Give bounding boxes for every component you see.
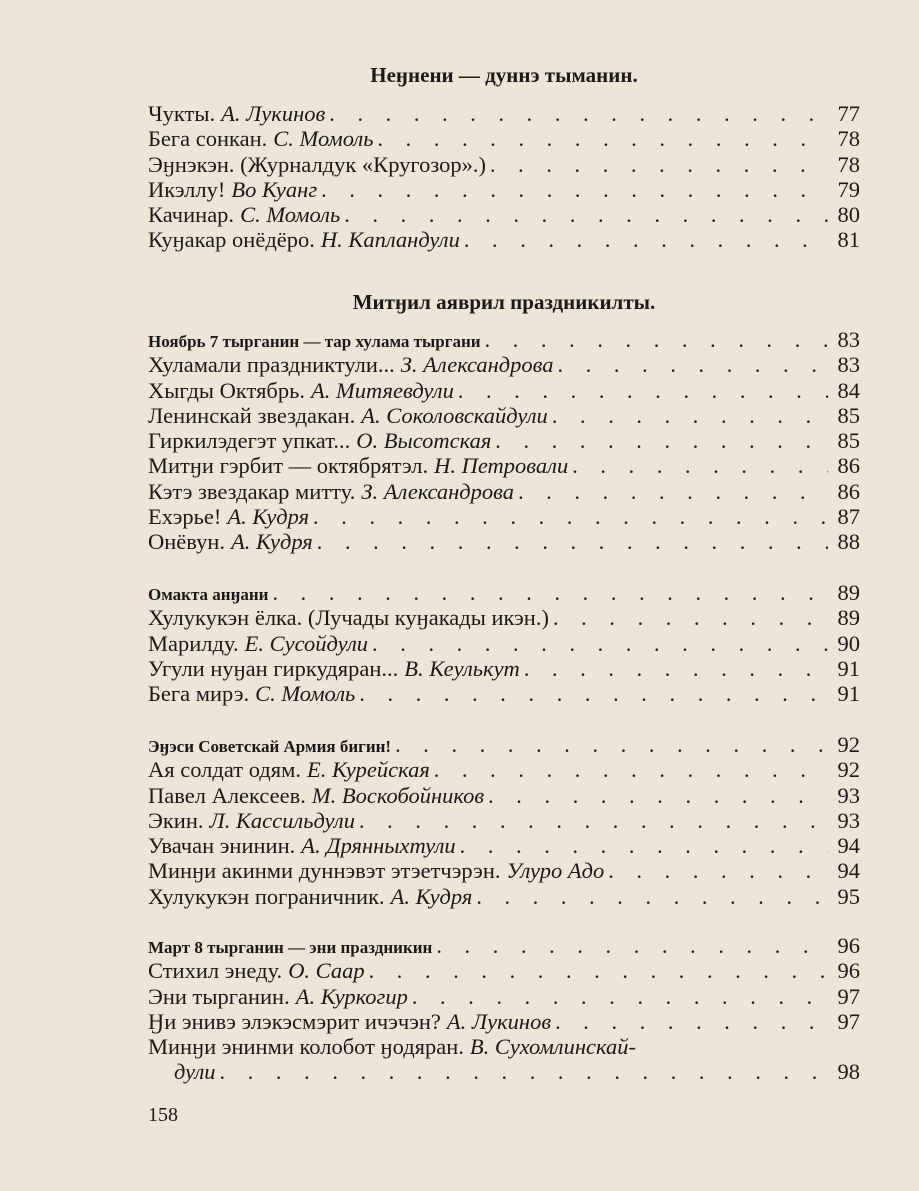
dot-leader — [485, 327, 828, 352]
toc-entry — [148, 631, 860, 656]
toc-entry — [148, 227, 860, 252]
toc-entry — [148, 757, 860, 782]
dot-leader — [552, 403, 828, 428]
entry-author: Н. Петровали — [434, 453, 569, 479]
entry-page: 86 — [837, 478, 860, 504]
page-number: 158 — [148, 1104, 178, 1126]
entry-page: 85 — [837, 428, 860, 454]
dot-leader — [458, 378, 828, 403]
section-heading: Митӈил аяврил праздникилты. — [352, 290, 656, 314]
dot-leader — [434, 757, 828, 782]
entry-title: Увачан энинин. — [148, 833, 296, 859]
toc-group — [148, 933, 860, 1085]
entry-author: А. Лукинов — [221, 101, 326, 126]
toc-entry — [148, 352, 860, 377]
entry-author: О. Саар — [288, 958, 365, 984]
entry-author: А. Кудря — [390, 883, 473, 909]
dot-leader — [313, 504, 828, 529]
entry-page: 98 — [837, 1059, 860, 1085]
entry-title: Ехэрье! — [148, 504, 222, 530]
entry-page: 91 — [837, 681, 860, 707]
entry-title: Эни тырганин. — [148, 983, 290, 1009]
entry-page: 80 — [837, 202, 860, 228]
entry-page: 85 — [837, 402, 860, 428]
entry-page: 96 — [837, 933, 860, 958]
toc-subsection-entry — [148, 580, 860, 605]
entry-title: Ноябрь 7 тырганин — тар хулама тыргани — [148, 332, 481, 351]
entry-author: В. Сухомлинскай- — [469, 1034, 636, 1060]
toc-group — [148, 580, 860, 706]
toc-group — [148, 101, 860, 253]
entry-author: Л. Кассильдули — [209, 807, 355, 833]
entry-author: А. Кудря — [231, 529, 313, 555]
dot-leader — [476, 884, 828, 909]
toc-entry — [148, 808, 860, 833]
dot-leader — [488, 783, 828, 808]
entry-page: 94 — [837, 858, 860, 884]
toc-entry — [148, 101, 860, 126]
toc-entry — [148, 126, 860, 151]
entry-title: Экин. — [148, 807, 204, 833]
toc-entry — [148, 858, 860, 883]
entry-author: С. Момоль — [255, 681, 356, 707]
entry-title: Кэтэ звездакар митту. — [148, 478, 356, 504]
toc-entry — [148, 833, 860, 858]
dot-leader — [220, 1059, 828, 1084]
entry-author: А. Соколовскайдули — [361, 402, 548, 428]
entry-title: Бега сонкан. — [148, 126, 268, 152]
entry-title: Бега мирэ. — [148, 681, 250, 707]
toc-group — [148, 732, 860, 909]
dot-leader — [460, 833, 828, 858]
dot-leader — [555, 1009, 828, 1034]
entry-page: 92 — [837, 732, 860, 757]
entry-author: А. Куркогир — [295, 983, 408, 1009]
toc-entry — [148, 884, 860, 909]
entry-page: 97 — [837, 1008, 860, 1034]
dot-leader — [317, 529, 828, 554]
toc-entry — [148, 504, 860, 529]
dot-leader — [608, 858, 828, 883]
dot-leader — [359, 681, 828, 706]
toc-entry — [148, 378, 860, 403]
entry-title: Ая солдат одям. — [148, 757, 301, 783]
entry-title: Омакта анӈани — [148, 585, 269, 604]
entry-page: 87 — [837, 504, 860, 530]
dot-leader — [344, 202, 828, 227]
entry-author: Улуро Адо — [506, 858, 605, 884]
entry-author: З. Александрова — [361, 478, 515, 504]
entry-author: В. Кеулькут — [404, 655, 520, 681]
entry-title: Хуламали праздниктули... — [148, 352, 395, 378]
entry-title: Марилду. — [148, 630, 239, 656]
entry-title: Павел Алексеев. — [148, 782, 306, 808]
entry-page: 95 — [837, 883, 860, 909]
toc-entry — [148, 1034, 860, 1059]
entry-title: Куӈакар онёдёро. — [148, 227, 315, 253]
entry-title: Ӈи энивэ элэкэсмэрит ичэчэн? — [148, 1008, 441, 1034]
entry-title: Качинар. — [148, 202, 235, 228]
entry-title: Онёвун. — [148, 529, 226, 555]
toc-entry — [148, 1009, 860, 1034]
entry-author: З. Александрова — [400, 352, 554, 378]
toc-entry — [148, 984, 860, 1009]
toc-entry-continuation — [148, 1059, 860, 1084]
entry-title: Гиркилэдегэт упкат... — [148, 428, 351, 454]
toc-group — [148, 327, 860, 555]
entry-author: Е. Курейская — [306, 757, 430, 783]
dot-leader — [524, 656, 828, 681]
entry-author: Н. Капландули — [320, 227, 460, 253]
toc-entry — [148, 656, 860, 681]
dot-leader — [329, 101, 828, 126]
dot-leader — [359, 808, 828, 833]
entry-author: А. Дрянныхтули — [301, 833, 456, 859]
entry-title: Март 8 тырганин — эни праздникин — [148, 938, 433, 957]
section-heading: Неӈнени — дуннэ тыманин. — [370, 63, 638, 87]
dot-leader — [369, 958, 828, 983]
entry-title: Эӈэси Советскай Армия бигин! — [148, 737, 392, 756]
entry-page: 97 — [837, 983, 860, 1009]
toc-entry — [148, 958, 860, 983]
entry-author: М. Воскобойников — [311, 782, 485, 808]
dot-leader — [495, 428, 828, 453]
entry-author: Е. Сусойдули — [244, 630, 369, 656]
entry-page: 78 — [837, 126, 860, 152]
entry-page: 94 — [837, 833, 860, 859]
entry-page: 79 — [837, 176, 860, 202]
toc-entry — [148, 177, 860, 202]
dot-leader — [553, 605, 828, 630]
entry-page: 89 — [837, 580, 860, 605]
toc-entry — [148, 453, 860, 478]
toc-entry — [148, 783, 860, 808]
entry-title: Хулукукэн пограничник. — [148, 883, 385, 909]
entry-title: Ленинскай звездакан. — [148, 402, 356, 428]
dot-leader — [490, 152, 828, 177]
entry-title: Минӈи энинми колобот ӈодяран. — [148, 1034, 464, 1060]
toc-entry — [148, 479, 860, 504]
entry-page: 96 — [837, 958, 860, 984]
dot-leader — [377, 126, 828, 151]
entry-title: Хулукукэн ёлка. (Лучады куӈакады икэн.) — [148, 605, 549, 631]
entry-page: 83 — [837, 327, 860, 352]
dot-leader — [464, 227, 828, 252]
toc-entry — [148, 152, 860, 177]
toc-subsection-entry — [148, 933, 860, 958]
entry-page: 90 — [837, 630, 860, 656]
entry-page: 93 — [837, 807, 860, 833]
entry-page: 83 — [837, 352, 860, 378]
entry-author-continuation: дули — [174, 1059, 216, 1085]
dot-leader — [321, 177, 828, 202]
entry-author: С. Момоль — [240, 202, 341, 228]
entry-page: 84 — [837, 377, 860, 403]
entry-author: О. Высотская — [356, 428, 492, 454]
entry-title: Хыгды Октябрь. — [148, 377, 306, 403]
entry-title: Стихил энеду. — [148, 958, 283, 984]
entry-title: Митӈи гэрбит — октябрятэл. — [148, 453, 429, 479]
entry-title: Икэллу! — [148, 176, 226, 202]
toc-subsection-entry — [148, 327, 860, 352]
entry-author: А. Митяевдули — [311, 377, 454, 403]
dot-leader — [572, 453, 828, 478]
toc-entry — [148, 428, 860, 453]
toc-entry — [148, 605, 860, 630]
entry-author: Во Куанг — [231, 176, 318, 202]
entry-page: 93 — [837, 782, 860, 808]
entry-page: 91 — [837, 655, 860, 681]
toc-entry — [148, 529, 860, 554]
entry-title: Эӈнэкэн. (Журналдук «Кругозор».) — [148, 151, 486, 177]
dot-leader — [518, 479, 828, 504]
toc-entry — [148, 681, 860, 706]
entry-page: 89 — [837, 605, 860, 631]
dot-leader — [436, 933, 828, 958]
dot-leader — [395, 732, 828, 757]
dot-leader — [272, 580, 828, 605]
toc-subsection-entry — [148, 732, 860, 757]
entry-page: 92 — [837, 757, 860, 783]
entry-page: 77 — [837, 101, 860, 126]
toc-entry — [148, 202, 860, 227]
entry-title: Минӈи акинми дуннэвэт этэетчэрэн. — [148, 858, 501, 884]
dot-leader — [558, 352, 828, 377]
dot-leader — [412, 984, 828, 1009]
dot-leader — [372, 631, 828, 656]
entry-page: 78 — [837, 151, 860, 177]
entry-page: 88 — [837, 529, 860, 555]
entry-page: 86 — [837, 453, 860, 479]
entry-page: 81 — [837, 227, 860, 253]
entry-author: А. Лукинов — [446, 1008, 552, 1034]
entry-title: Угули нуӈан гиркудяран... — [148, 655, 399, 681]
entry-title: Чукты. — [148, 101, 216, 126]
entry-author: С. Момоль — [273, 126, 374, 152]
entry-author: А. Кудря — [227, 504, 310, 530]
toc-entry — [148, 403, 860, 428]
